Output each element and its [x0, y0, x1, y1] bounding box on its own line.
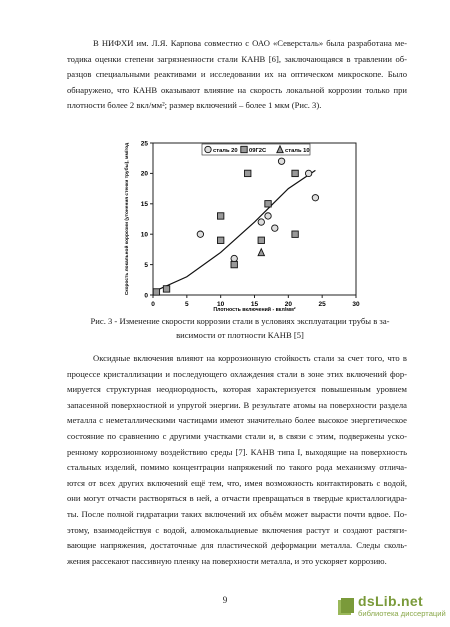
data-point-circle: [265, 213, 271, 219]
data-point-square: [258, 237, 264, 243]
text-line: ты. После полной гидратации таких включений их объём может вырасти почти вдвое. По-: [67, 508, 407, 519]
dslib-logo-icon: [336, 597, 356, 617]
text-line: мируется структурная неоднородность, которая характеризуется повышенным уровнем: [67, 384, 407, 395]
paragraph-2: [67, 351, 407, 569]
data-point-circle: [231, 255, 237, 261]
y-tick-label: 10: [140, 231, 148, 239]
watermark-subtitle: библиотека диссертаций: [358, 609, 446, 618]
text-line: вающие напряжения, достаточные для пластической деформации металла. Следы сколь-: [67, 540, 407, 551]
text-line: В НИФХИ им. Л.Я. Карпова совместно с ОАО «Северсталь» была разработана ме-: [93, 38, 407, 48]
text-line: обнаружено, что КАНВ оказывают влияние на скорость локальной коррозии только при: [67, 84, 407, 95]
data-point-triangle: [258, 249, 264, 256]
corrosion-chart: [120, 133, 365, 311]
data-point-circle: [258, 219, 264, 225]
x-tick-label: 30: [352, 301, 360, 308]
book-front-shape: [341, 598, 354, 613]
data-point-circle: [197, 231, 203, 237]
plot-frame: [153, 143, 356, 295]
data-point-square: [163, 286, 169, 292]
text-line: стальных изделий, помимо концентрации напряжений по такого рода механизму отлича-: [67, 462, 407, 473]
data-point-square: [217, 237, 223, 243]
x-tick-label: 5: [185, 301, 189, 308]
text-line: состояние по сравнению с другими участками стали и, в связи с этим, подвержены ускo-: [67, 430, 407, 441]
x-tick-label: 0: [151, 301, 155, 308]
text-line: плотности более 2 вкл/мм²; размер включений – более 1 мкм (Рис. 3).: [67, 100, 322, 111]
legend-marker-circle: [205, 146, 211, 152]
data-point-circle: [305, 170, 311, 176]
text-line: запасенной поверхностной и упругой энергии. В результате атомы на поверхности раздела: [67, 399, 407, 410]
data-point-circle: [272, 225, 278, 231]
watermark-title: dsLib.net: [358, 593, 423, 609]
text-line: тодика оценки степени загрязненности стали КАНВ [6], заключающаяся в травлении об-: [67, 53, 407, 64]
data-point-circle: [312, 195, 318, 201]
legend-marker-square: [241, 146, 247, 152]
caption-line-1: Рис. 3 - Изменение скорости коррозии стали в условиях эксплуатации трубы в за-: [90, 316, 390, 326]
legend-label: 09Г2С: [249, 148, 267, 154]
text-line: ренному коррозионному воздействию среды [7]. КАНВ типа I, выходящие на поверхность: [67, 446, 407, 457]
legend-label: сталь 10: [285, 148, 310, 154]
x-tick-label: 15: [250, 301, 259, 308]
data-point-square: [153, 289, 159, 295]
text-line: разцов специальными реактивами и исследовании их на оптическом микроскопе. Было: [67, 69, 407, 80]
text-line: металла с неметаллическими частицами имеют значительно более высокое энергетическое: [67, 415, 407, 426]
data-point-square: [292, 170, 298, 176]
y-tick-label: 25: [140, 140, 148, 148]
watermark: [334, 593, 444, 623]
text-line: процессе кристаллизации и последующего охлаждения стали в зоне этих включений фор-: [67, 368, 407, 379]
data-point-square: [265, 201, 271, 207]
data-point-square: [231, 261, 237, 267]
y-tick-label: 0: [144, 292, 148, 300]
chart-canvas: [120, 133, 365, 311]
data-point-square: [245, 170, 251, 176]
y-tick-label: 20: [140, 170, 148, 178]
x-tick-label: 10: [217, 301, 225, 308]
x-axis-label: Плотность включений - вкл/мм²: [213, 307, 296, 311]
page-number: 9: [222, 595, 228, 605]
chart-svg: [120, 133, 365, 311]
trend-line: [153, 170, 315, 292]
data-point-square: [217, 213, 223, 219]
figure-caption: [75, 314, 405, 342]
x-tick-label: 20: [284, 301, 292, 308]
data-point-circle: [278, 158, 284, 164]
text-line: жения рассекают пассивную пленку на поверхности металла, и это ускоряет коррозию.: [67, 555, 387, 566]
legend-label: сталь 20: [213, 148, 238, 154]
y-tick-label: 5: [144, 261, 148, 269]
paragraph-1: [67, 36, 407, 114]
data-point-square: [292, 231, 298, 237]
x-tick-label: 25: [318, 301, 326, 308]
y-tick-label: 15: [140, 201, 148, 209]
y-axis-label: Скорость локальной коррозии (утонения стенки трубы), мм/год: [125, 142, 130, 296]
text-line: Оксидные включения влияют на коррозионную стойкость стали за счет того, что в: [93, 353, 407, 363]
caption-line-2: висимости от плотности КАНВ [5]: [176, 330, 304, 340]
text-line: этому, взаимодействуя с водой, алюмокальциевые включения растут и создают растяги-: [67, 524, 407, 535]
text-line: они могут отчасти растворяться в ней, а отчасти превращаться в твердые кристаллогидра-: [67, 493, 407, 504]
text-line: ются от всех других включений ещё тем, что, имея возможность контактировать с водой,: [67, 477, 407, 488]
